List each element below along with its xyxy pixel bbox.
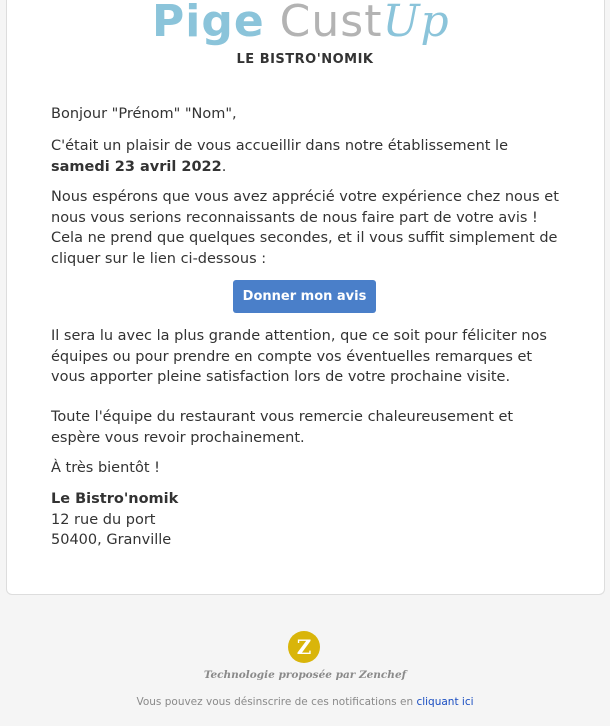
unsubscribe-link[interactable]: cliquant ici: [416, 696, 474, 708]
address-line-2: 50400, Granville: [51, 532, 172, 548]
pigecustup-logo: Pige CustUp: [152, 0, 450, 47]
closing-text: À très bientôt !: [51, 460, 160, 476]
greeting: Bonjour "Prénom" "Nom",: [51, 106, 237, 122]
hope-paragraph: Nous espérons que vous avez apprécié votre expérience chez nous et nous vous serions reconnaissants de nous faire part de votre avis ! Cela ne prend que quelques secondes, et il vous suffit simplement de cliquer sur le lien ci-dessous :: [51, 189, 559, 267]
zenchef-logo-icon: Z: [288, 631, 320, 663]
give-review-button[interactable]: Donner mon avis: [233, 280, 376, 313]
thanks-paragraph: Toute l'équipe du restaurant vous remercie chaleureusement et espère vous revoir prochainement.: [51, 409, 514, 446]
restaurant-name: LE BISTRO'NOMIK: [236, 52, 374, 67]
unsubscribe-text: Vous pouvez vous désinscrire de ces notifications en cliquant ici: [136, 696, 474, 708]
read-paragraph: Il sera lu avec la plus grande attention, que ce soit pour féliciter nos équipes ou pour prendre en compte vos éventuelles remarques et vous apporter pleine satisfaction lors de votre prochaine visite.: [51, 328, 547, 386]
technology-credit: Technologie proposée par Zenchef: [203, 669, 407, 681]
visit-date: samedi 23 avril 2022: [51, 158, 222, 175]
address-line-1: 12 rue du port: [51, 512, 156, 528]
signature-name: Le Bistro'nomik: [51, 491, 179, 507]
visit-paragraph: C'était un plaisir de vous accueillir dans notre établissement le samedi 23 avril 2022.: [51, 138, 509, 175]
